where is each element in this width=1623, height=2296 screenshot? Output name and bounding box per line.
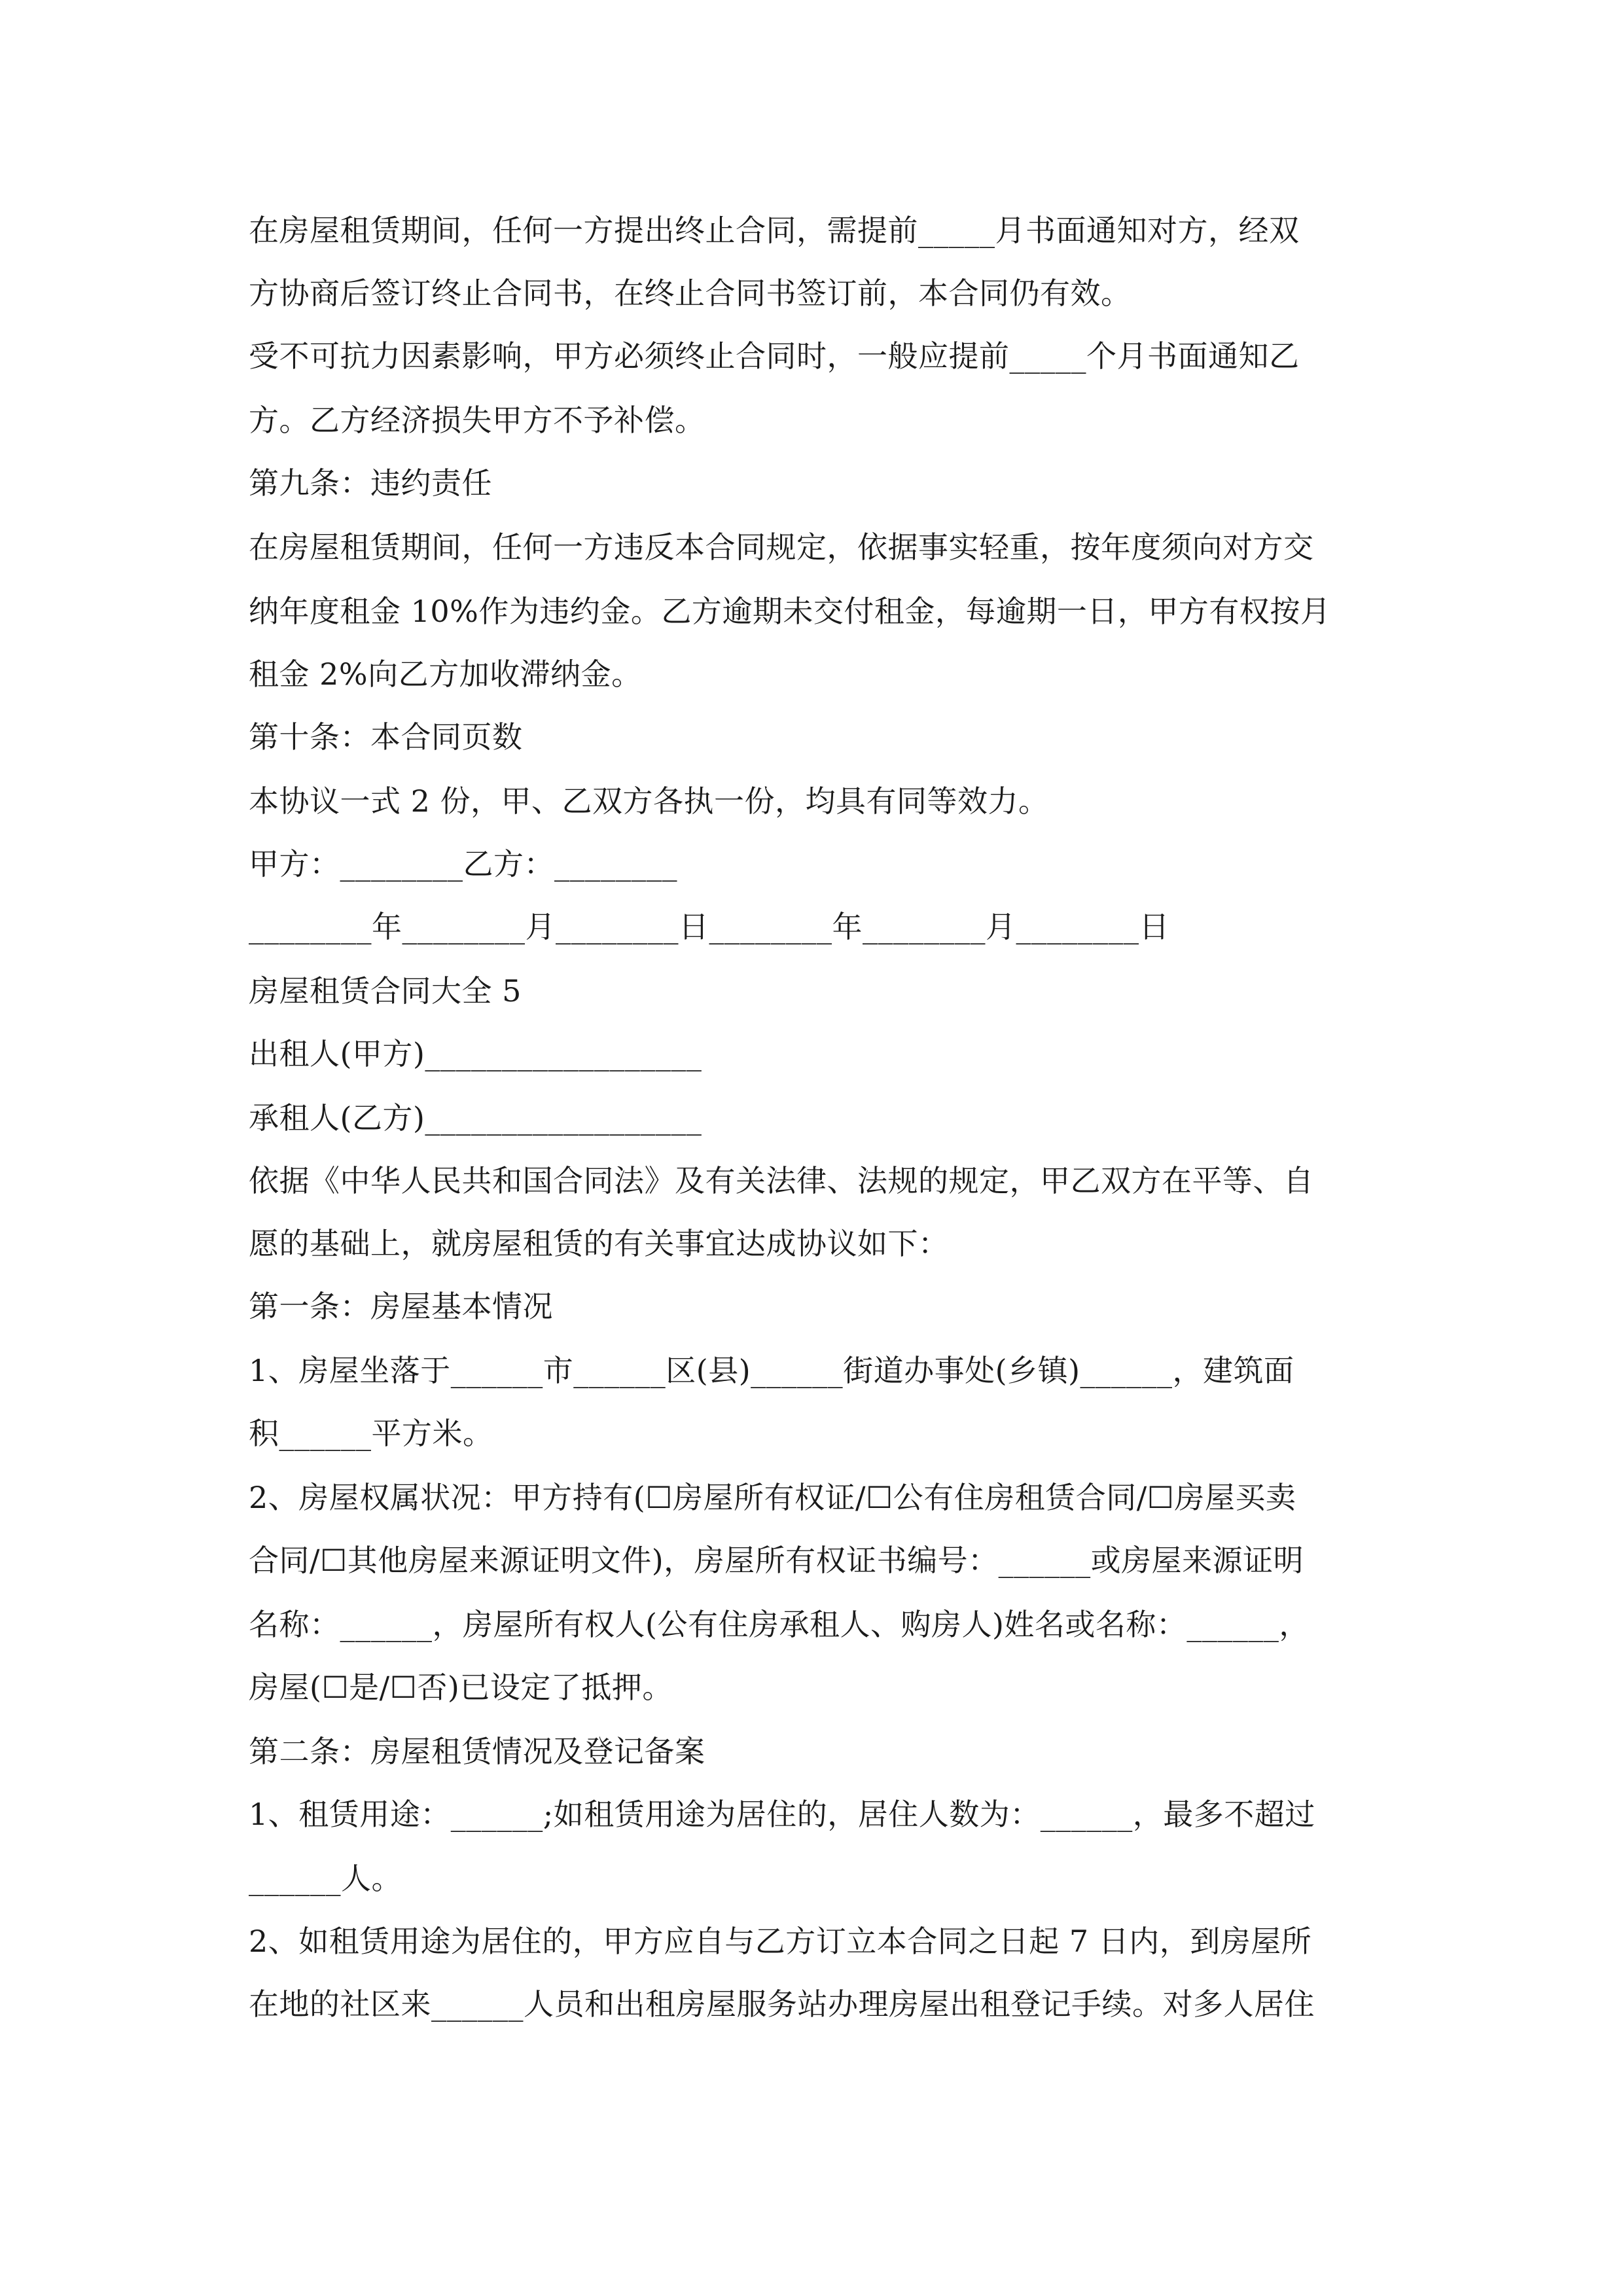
section-heading: 第一条：房屋基本情况 (249, 1289, 553, 1324)
text-line: 在地的社区来______人员和出租房屋服务站办理房屋出租登记手续。对多人居住 (249, 1986, 1315, 2022)
date-line: ________年________月________日________年________月________日 (249, 909, 1169, 944)
text-line: 在房屋租赁期间，任何一方违反本合同规定，依据事实轻重，按年度须向对方交 (249, 529, 1314, 565)
text-line: 在房屋租赁期间，任何一方提出终止合同，需提前_____月书面通知对方，经双 (249, 213, 1300, 248)
signature-line: 甲方：________乙方：________ (249, 846, 677, 882)
text-line: 受不可抗力因素影响，甲方必须终止合同时，一般应提前_____个月书面通知乙 (249, 338, 1300, 374)
text-line: 方协商后签订终止合同书，在终止合同书签订前，本合同仍有效。 (249, 276, 1132, 311)
text-line: 依据《中华人民共和国合同法》及有关法律、法规的规定，甲乙双方在平等、自 (249, 1163, 1314, 1198)
text-line: 纳年度租金 10%作为违约金。乙方逾期未交付租金，每逾期一日，甲方有权按月 (249, 594, 1331, 629)
section-heading: 第二条：房屋租赁情况及登记备案 (249, 1734, 705, 1769)
text-line: 合同/☐其他房屋来源证明文件)，房屋所有权证书编号：______或房屋来源证明 (249, 1543, 1304, 1578)
text-line: 1、租赁用途：______;如租赁用途为居住的，居住人数为：______，最多不超过 (249, 1797, 1315, 1832)
text-line: 名称：______，房屋所有权人(公有住房承租人、购房人)姓名或名称：______， (249, 1607, 1310, 1642)
text-line: 2、如租赁用途为居住的，甲方应自与乙方订立本合同之日起 7 日内，到房屋所 (249, 1924, 1312, 1959)
party-line: 承租人(乙方)__________________ (249, 1100, 702, 1136)
text-line: 1、房屋坐落于______市______区(县)______街道办事处(乡镇)______，建筑面 (249, 1353, 1294, 1388)
text-line: 积______平方米。 (249, 1416, 493, 1451)
text-line: 2、房屋权属状况：甲方持有(☐房屋所有权证/☐公有住房租赁合同/☐房屋买卖 (249, 1480, 1296, 1515)
section-heading: 第十条：本合同页数 (249, 719, 523, 755)
text-line: ______人。 (249, 1861, 402, 1896)
text-line: 本协议一式 2 份，甲、乙双方各执一份，均具有同等效力。 (249, 783, 1049, 819)
text-line: 租金 2%向乙方加收滞纳金。 (249, 656, 642, 692)
text-line: 愿的基础上，就房屋租赁的有关事宜达成协议如下： (249, 1226, 949, 1261)
text-line: 方。乙方经济损失甲方不予补偿。 (249, 403, 705, 438)
text-line: 房屋(☐是/☐否)已设定了抵押。 (249, 1670, 673, 1705)
section-heading: 第九条：违约责任 (249, 465, 492, 501)
document-title: 房屋租赁合同大全 5 (249, 973, 522, 1009)
party-line: 出租人(甲方)__________________ (249, 1036, 702, 1071)
